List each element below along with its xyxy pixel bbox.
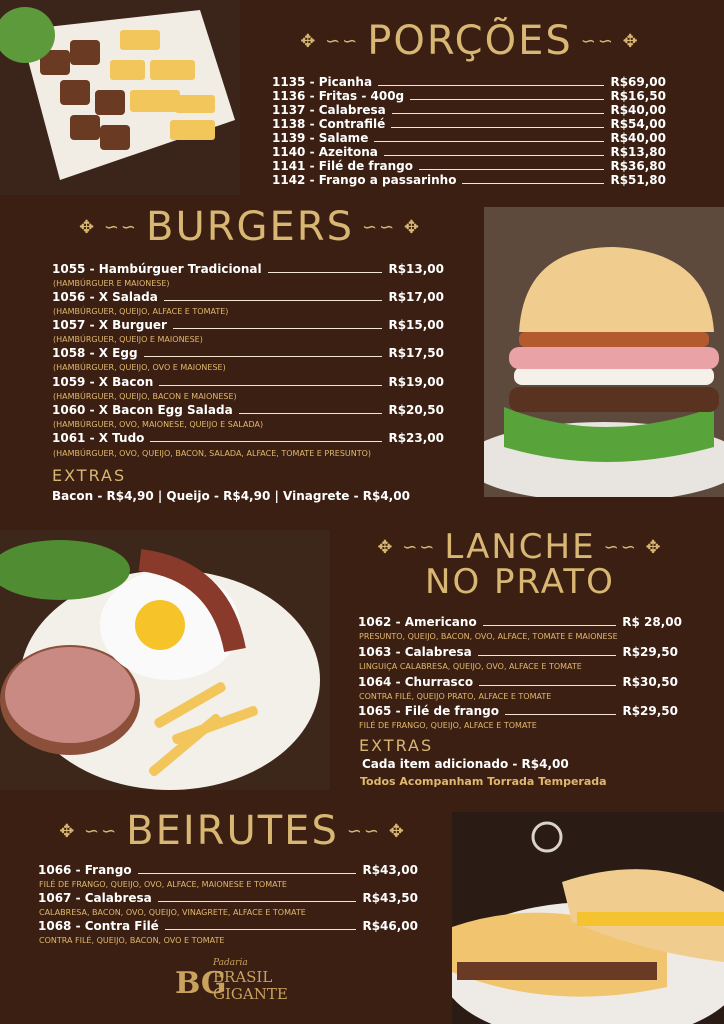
beirutes-title [30,810,435,852]
item-name: 1066 - Frango [38,863,132,877]
item-name: 1068 - Contra Filé [38,919,159,933]
beirute-photo [452,812,724,1024]
item-price: R$51,80 [610,173,666,187]
item-price: R$19,00 [388,375,444,389]
menu-row [272,117,666,131]
menu-row [38,891,418,905]
item-name: 1139 - Salame [272,131,369,145]
logo-line2: GIGANTE [213,985,288,1003]
item-price: R$29,50 [622,645,678,659]
item-description: PRESUNTO, QUEIJO, BACON, OVO, ALFACE, TOMATE E MAIONESE [359,632,618,641]
item-name: 1055 - Hambúrguer Tradicional [52,262,262,276]
lanche-extras-title: EXTRAS [359,736,434,755]
burgers-extras-line: Bacon - R$4,90 | Queijo - R$4,90 | Vinagrete - R$4,00 [52,489,410,503]
item-name: 1061 - X Tudo [52,431,145,445]
item-name: 1062 - Americano [358,615,477,629]
item-name: 1142 - Frango a passarinho [272,173,457,187]
ornament-icon: ✥ ∽∽ [377,536,437,558]
porcoes-title-text: PORÇÕES [367,18,573,64]
logo-script: Padaria [213,958,248,968]
menu-row [52,318,444,332]
item-price: R$17,50 [388,346,444,360]
beirutes-title-text: BEIRUTES [126,808,339,854]
menu-row [272,103,666,117]
item-description: LINGUIÇA CALABRESA, QUEIJO, OVO, ALFACE E TOMATE [359,662,582,671]
ornament-icon: ∽∽ ✥ [361,216,421,238]
ornament-icon: ∽∽ ✥ [580,30,640,52]
item-name: 1136 - Fritas - 400g [272,89,405,103]
menu-row [38,863,418,877]
ornament-icon: ✥ ∽∽ [59,820,119,842]
menu-row [52,375,444,389]
menu-row [358,675,678,689]
menu-row [272,89,666,103]
menu-row [38,919,418,933]
item-name: 1138 - Contrafilé [272,117,386,131]
item-description: CONTRA FILÉ, QUEIJO PRATO, ALFACE E TOMATE [359,692,552,701]
menu-row [272,75,666,89]
menu-row [52,403,444,417]
item-description: (HAMBÚRGUER E MAIONESE) [53,279,170,288]
ornament-icon: ∽∽ ✥ [603,536,663,558]
item-price: R$36,80 [610,159,666,173]
lanche-note: Todos Acompanham Torrada Temperada [360,775,607,788]
ornament-icon: ∽∽ ✥ [346,820,406,842]
item-description: FILÉ DE FRANGO, QUEIJO, OVO, ALFACE, MAIONESE E TOMATE [39,880,287,889]
item-price: R$17,00 [388,290,444,304]
menu-row [52,346,444,360]
item-name: 1060 - X Bacon Egg Salada [52,403,233,417]
lanche-photo [0,530,330,790]
item-price: R$13,00 [388,262,444,276]
menu-row [52,262,444,276]
item-price: R$20,50 [388,403,444,417]
lanche-title-line1 [345,528,695,566]
lanche-title-line2 [345,564,695,600]
item-price: R$40,00 [610,131,666,145]
item-name: 1064 - Churrasco [358,675,474,689]
item-price: R$29,50 [622,704,678,718]
item-description: (HAMBÚRGUER, QUEIJO, ALFACE E TOMATE) [53,307,229,316]
menu-row [358,704,678,718]
item-description: (HAMBÚRGUER, QUEIJO E MAIONESE) [53,335,203,344]
item-name: 1056 - X Salada [52,290,158,304]
burgers-extras-title: EXTRAS [52,466,127,485]
item-price: R$15,00 [388,318,444,332]
burger-photo [484,207,724,497]
menu-row [52,431,444,445]
item-name: 1137 - Calabresa [272,103,386,117]
item-price: R$43,00 [362,863,418,877]
menu-row [272,159,666,173]
item-name: 1058 - X Egg [52,346,138,360]
item-name: 1065 - Filé de frango [358,704,499,718]
item-price: R$40,00 [610,103,666,117]
burgers-title-text: BURGERS [146,204,354,250]
item-name: 1140 - Azeitona [272,145,378,159]
item-price: R$23,00 [388,431,444,445]
porcoes-photo [0,0,240,195]
menu-row [358,645,678,659]
item-name: 1063 - Calabresa [358,645,472,659]
item-price: R$16,50 [610,89,666,103]
item-description: (HAMBÚRGUER, QUEIJO, BACON E MAIONESE) [53,392,237,401]
ornament-icon: ✥ ∽∽ [79,216,139,238]
menu-row [52,290,444,304]
item-name: 1141 - Filé de frango [272,159,413,173]
logo-mark: BG [175,966,227,1001]
item-description: FILÉ DE FRANGO, QUEIJO, ALFACE E TOMATE [359,721,537,730]
item-description: CALABRESA, BACON, OVO, QUEIJO, VINAGRETE, ALFACE E TOMATE [39,908,306,917]
item-price: R$54,00 [610,117,666,131]
item-price: R$69,00 [610,75,666,89]
porcoes-title [270,20,670,62]
item-name: 1135 - Picanha [272,75,373,89]
menu-row [358,615,682,629]
item-name: 1067 - Calabresa [38,891,152,905]
brand-logo [175,958,305,1008]
menu-row [272,131,666,145]
item-price: R$ 28,00 [622,615,682,629]
logo-line1: BRASIL [213,968,273,986]
item-price: R$13,80 [610,145,666,159]
menu-row [272,145,666,159]
lanche-extras-line: Cada item adicionado - R$4,00 [362,757,569,771]
item-description: (HAMBÚRGUER, QUEIJO, OVO E MAIONESE) [53,363,226,372]
item-price: R$43,50 [362,891,418,905]
item-name: 1057 - X Burguer [52,318,167,332]
lanche-title-text-2: NO PRATO [425,562,615,602]
burgers-title [50,206,450,248]
item-description: (HAMBÚRGUER, OVO, MAIONESE, QUEIJO E SALADA) [53,420,264,429]
item-name: 1059 - X Bacon [52,375,154,389]
item-price: R$46,00 [362,919,418,933]
item-description: CONTRA FILÉ, QUEIJO, BACON, OVO E TOMATE [39,936,225,945]
item-price: R$30,50 [622,675,678,689]
menu-row [272,173,666,187]
ornament-icon: ✥ ∽∽ [300,30,360,52]
lanche-title-text-1: LANCHE [444,527,596,567]
item-description: (HAMBÚRGUER, OVO, QUEIJO, BACON, SALADA, ALFACE, TOMATE E PRESUNTO) [53,449,372,458]
